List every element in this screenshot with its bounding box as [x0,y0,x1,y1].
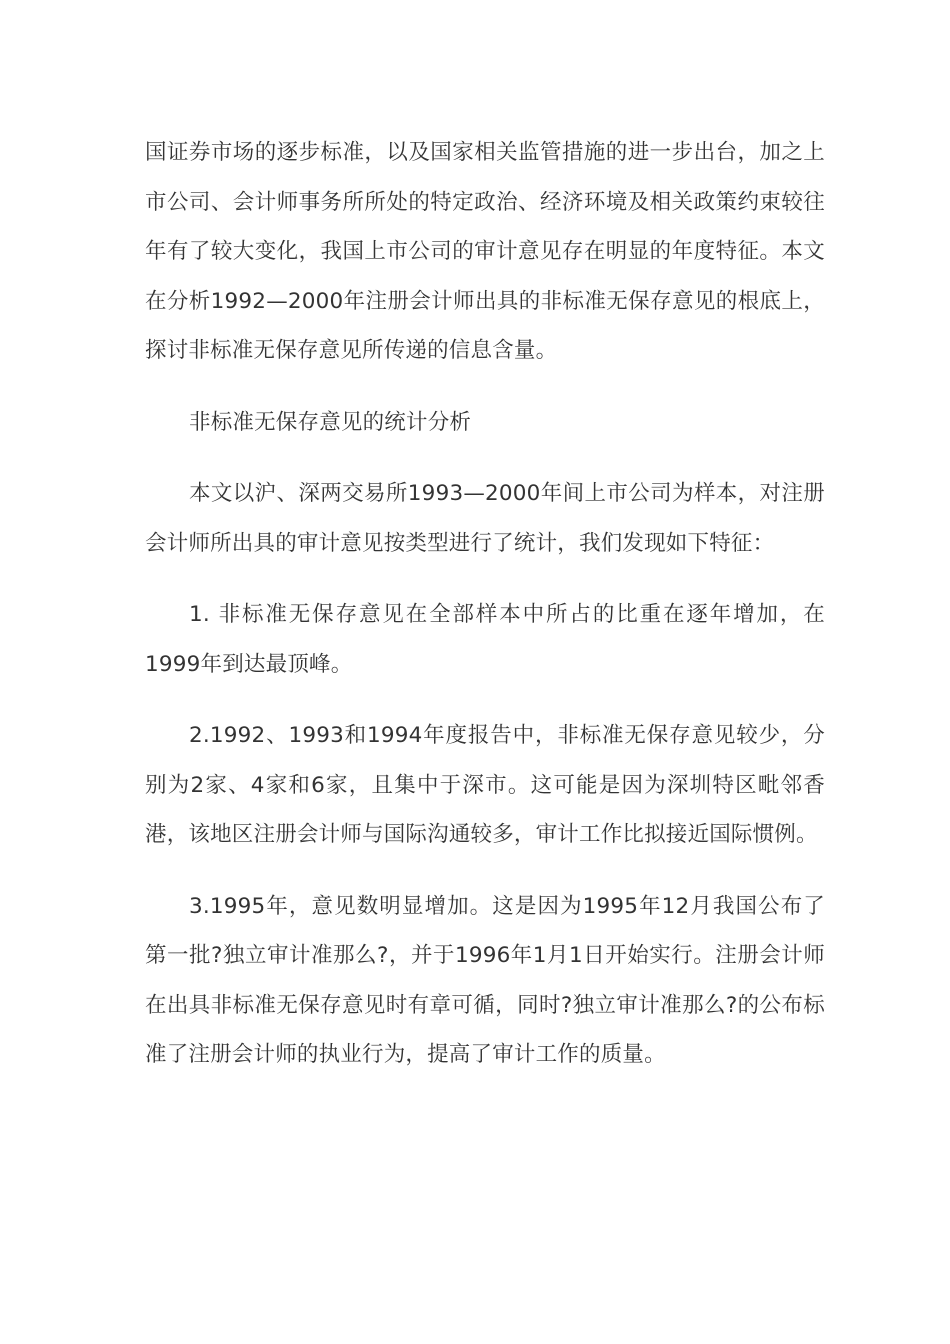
finding-3-paragraph: 3.1995年，意见数明显增加。这是因为1995年12月我国公布了第一批?独立审计准那么?，并于1996年1月1日开始实行。注册会计师在出具非标准无保存意见时有章可循，同时?独立审计准那么?的公布标准了注册会计师的执业行为，提高了审计工作的质量。 [145,893,825,1067]
finding-2-paragraph: 2.1992、1993和1994年度报告中，非标准无保存意见较少，分别为2家、4家和6家，且集中于深市。这可能是因为深圳特区毗邻香港，该地区注册会计师与国际沟通较多，审计工作比拟接近国际惯例。 [145,723,825,847]
document-body [145,128,825,1080]
finding-1-paragraph: 1. 非标准无保存意见在全部样本中所占的比重在逐年增加，在1999年到达最顶峰。 [145,602,825,677]
section-heading: 非标准无保存意见的统计分析 [189,409,472,435]
sample-paragraph: 本文以沪、深两交易所1993—2000年间上市公司为样本，对注册会计师所出具的审计意见按类型进行了统计，我们发现如下特征： [145,481,825,556]
intro-paragraph: 国证券市场的逐步标准，以及国家相关监管措施的进一步出台，加之上市公司、会计师事务所所处的特定政治、经济环境及相关政策约束较往年有了较大变化，我国上市公司的审计意见存在明显的年度特征。本文在分析1992—2000年注册会计师出具的非标准无保存意见的根底上，探讨非标准无保存意见所传递的信息含量。 [145,140,825,363]
